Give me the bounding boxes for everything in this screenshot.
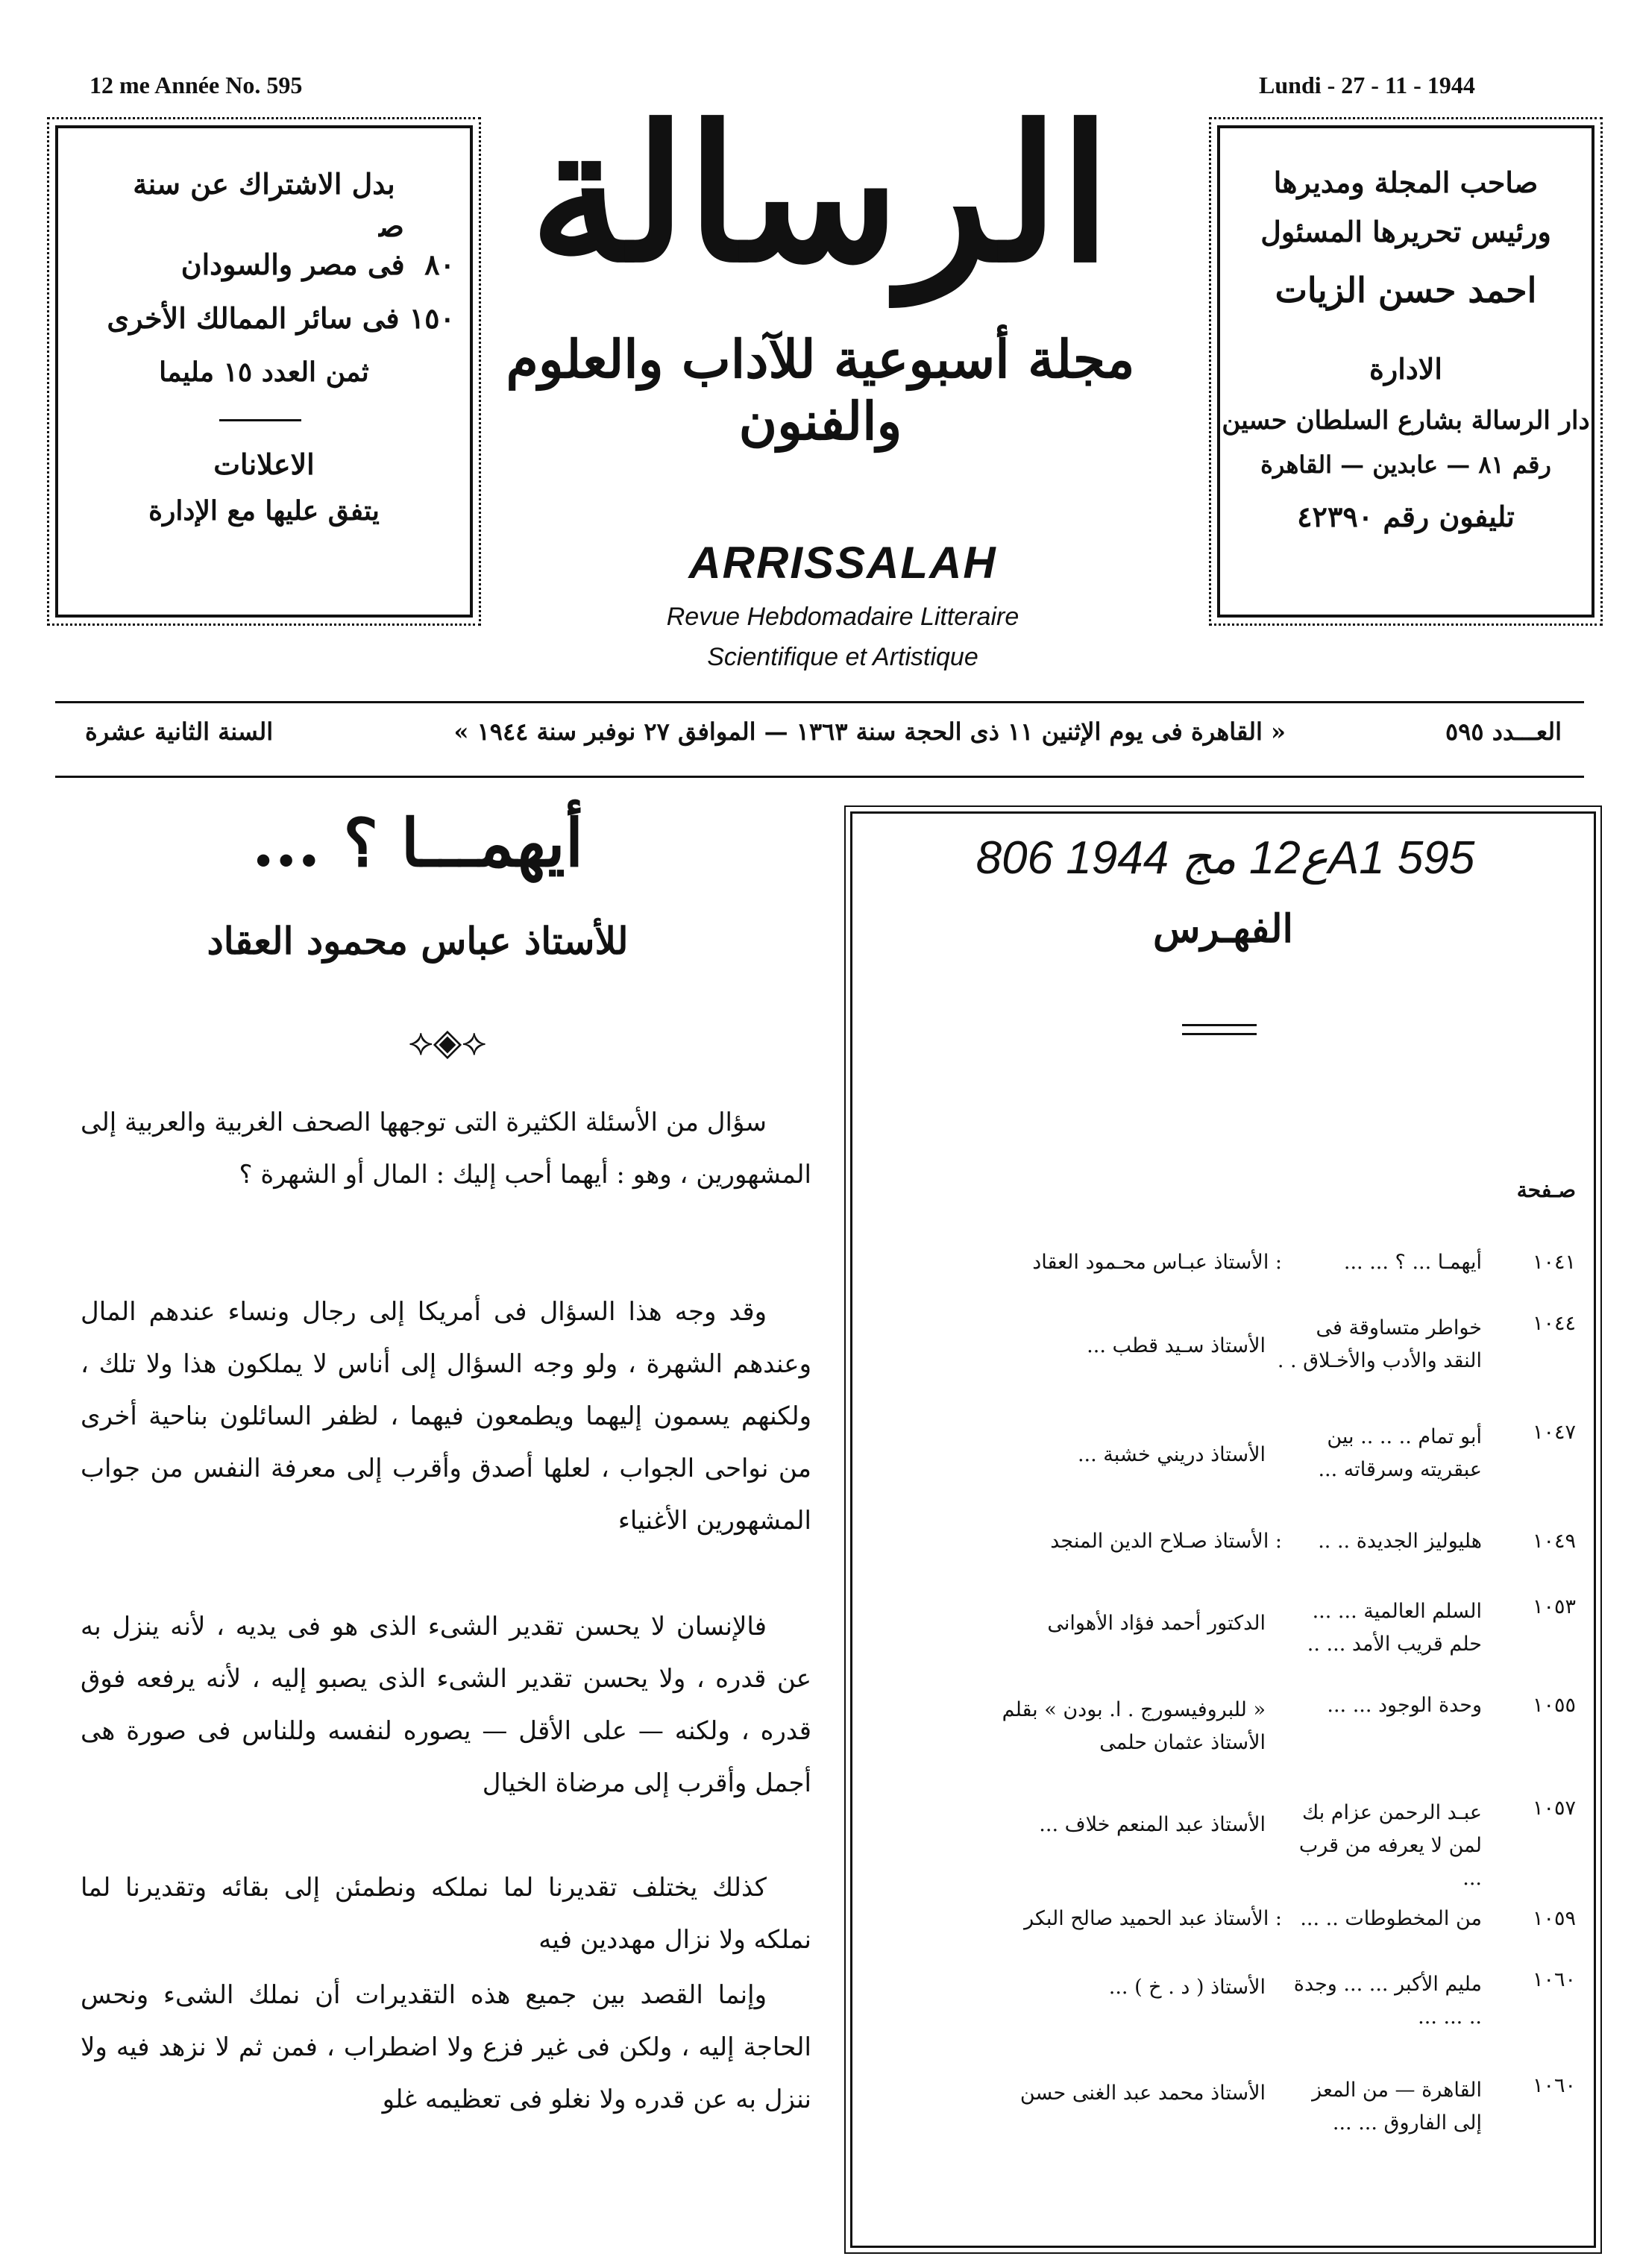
toc-entry[interactable] <box>852 1251 1594 1295</box>
address-line-1: دار الرسالة بشارع السلطان حسين <box>1222 406 1590 436</box>
dateline-year: السنة الثانية عشرة <box>85 717 274 746</box>
owner-line-1: صاحب المجلة ومديرها <box>1273 166 1539 199</box>
owner-line-2: ورئيس تحريرها المسئول <box>1260 215 1551 248</box>
toc-page-number: ١٠٥٩ <box>1532 1907 1576 1930</box>
toc-entry-author: الأستاذ سـيد قطب ... <box>1087 1334 1266 1357</box>
toc-entry-author: الأستاذ عبد المنعم خلاف ... <box>1039 1813 1266 1836</box>
latin-subtitle-2: Scientifique et Artistique <box>707 643 978 671</box>
toc-page-number: ١٠٤١ <box>1532 1251 1576 1274</box>
article-author: للأستاذ عباس محمود العقاد <box>207 919 629 963</box>
year-issue-label: 12 me Année No. 595 <box>89 72 303 98</box>
toc-page-number: ١٠٥٣ <box>1532 1595 1576 1618</box>
ads-title: الاعلانات <box>213 447 315 481</box>
toc-entry-author: : الأستاذ عبـاس محـمود العقاد <box>1032 1251 1282 1274</box>
toc-entry-title: عبـد الرحمن عزام بك لمن لا يعرفه من قرب ... <box>1298 1801 1482 1890</box>
article-paragraph-3: فالإنسان لا يحسن تقدير الشىء الذى هو فى يديه ، لأنه ينزل به عن قدره ، ولا يحسن تقدير الشىء الذى يصبو إليه ، لأنه يرفعه فوق قدره ، ولكنه — على الأقل — يصوره لنفسه وللناس فى صورة هى أجمل وأقرب إلى مرضاة الخيال <box>81 1612 811 1798</box>
ornament-icon: ⟡◈⟡ <box>408 1020 487 1064</box>
toc-page-number: ١٠٥٧ <box>1532 1797 1576 1820</box>
toc-entry[interactable] <box>852 1421 1594 1503</box>
price-row-abroad: ١٥٠ فى سائر الممالك الأخرى <box>107 301 455 335</box>
toc-entry-title: خواطر متساوقة فى النقد والأدب والأخـلاق . . <box>1277 1316 1482 1372</box>
dateline-date: « القاهرة فى يوم الإثنين ١١ ذى الحجة سنة ١٣٦٣ — الموافق ٢٧ نوفبر سنة ١٩٤٤ » <box>453 717 1286 746</box>
toc-entry-title: وحدة الوجود ... ... <box>1327 1694 1482 1717</box>
dateline-top-rule <box>55 701 1584 703</box>
toc-box <box>850 811 1596 2248</box>
article-paragraph-4: كذلك يختلف تقديرنا لما نملكه ونطمئن إلى بقائه وتقديرنا لما نملكه ولا نزال مهددين فيه <box>81 1873 811 1955</box>
ads-text: يتفق عليها مع الإدارة <box>148 495 380 527</box>
toc-ornament-rule-2 <box>1182 1033 1257 1035</box>
toc-page-number: ١٠٤٩ <box>1532 1530 1576 1553</box>
subscription-box <box>55 125 473 618</box>
article-paragraph-5: وإنما القصد بين جميع هذه التقديرات أن نملك الشىء ونحس الحاجة إليه ، ولكن فى غير فزع ولا اضطراب ، فمن ثم لا نزهد فيه ولا ننزل به عن قدره ولا نغلو فى تعظيمه غلو <box>81 1980 811 2114</box>
toc-entry-author: الأستاذ ( د . خ ) ... <box>1108 1976 1266 1999</box>
toc-entry-title: من المخطوطات .. ... <box>1300 1907 1482 1930</box>
toc-entry[interactable] <box>852 2074 1594 2156</box>
toc-entry[interactable] <box>852 1694 1594 1776</box>
toc-entry-title: هليوليز الجديدة .. .. <box>1318 1530 1482 1553</box>
date-latin-label: Lundi - 27 - 11 - 1944 <box>1259 72 1475 98</box>
dateline <box>55 717 1584 762</box>
toc-page-number: ١٠٦٠ <box>1532 2074 1576 2097</box>
box-divider <box>219 419 301 421</box>
masthead-subtitle: مجلة أسبوعية للآداب والعلوم والفنون <box>506 328 1135 452</box>
dateline-issue: العـــدد ٥٩٥ <box>1445 717 1562 746</box>
toc-ornament-rule-1 <box>1182 1024 1257 1026</box>
toc-page-number: ١٠٥٥ <box>1532 1694 1576 1717</box>
toc-entry-author: : الأستاذ عبد الحميد صالح البكر <box>1024 1907 1282 1930</box>
toc-entry[interactable] <box>852 1595 1594 1677</box>
toc-entry[interactable] <box>852 1968 1594 2050</box>
price-row-egypt: ٨٠ فى مصر والسودان <box>180 248 455 281</box>
toc-entry-title: أبو تمام .. .. .. بين عبقريته وسرقاته ... <box>1318 1425 1482 1481</box>
toc-entry[interactable] <box>852 1530 1594 1574</box>
masthead-title: الرسالة <box>530 84 1111 304</box>
article-paragraph-1: سؤال من الأسئلة الكثيرة التى توجهها الصحف الغربية والعربية إلى المشهورين ، وهو : أيهما أحب إليك : المال أو الشهرة ؟ <box>81 1108 811 1190</box>
dateline-bottom-rule <box>55 776 1584 778</box>
owner-box <box>1217 125 1594 618</box>
toc-entry[interactable] <box>852 1907 1594 1952</box>
toc-entry-author: الأستاذ محمد عبد الغنى حسن <box>1019 2082 1266 2105</box>
toc-entry-author: الدكتور أحمد فؤاد الأهوانى <box>1047 1612 1266 1635</box>
subscription-title: بدل الاشتراك عن سنة <box>133 167 395 201</box>
issue-price: ثمن العدد ١٥ مليما <box>159 356 369 388</box>
handwritten-note: A1 595ع12 مج 1944 806 <box>975 832 1475 884</box>
toc-entry-author: : الأستاذ صـلاح الدين المنجد <box>1050 1530 1282 1553</box>
admin-title: الادارة <box>1369 352 1442 386</box>
address-line-2: رقم ٨١ — عابدين — القاهرة <box>1260 450 1551 479</box>
toc-page-number: ١٠٤٤ <box>1532 1312 1576 1335</box>
latin-subtitle-1: Revue Hebdomadaire Litteraire <box>666 603 1019 631</box>
toc-page-number: ١٠٤٧ <box>1532 1421 1576 1444</box>
currency-unit: ﺻ <box>379 209 404 244</box>
toc-entry-title: أيهمـا ... ؟ ... ... <box>1343 1251 1482 1274</box>
toc-page-number: ١٠٦٠ <box>1532 1968 1576 1991</box>
toc-entry-author: الأستاذ دريني خشبة ... <box>1077 1443 1266 1466</box>
owner-name: احمد حسن الزيات <box>1275 270 1537 310</box>
article-paragraph-2: وقد وجه هذا السؤال فى أمريكا إلى رجال ونساء عندهم المال وعندهم الشهرة ، ولو وجه السؤال إلى أناس لا يملكون هذا ولا تلك ، ولكنهم يسمون إليهما ويطمعون فيهما ، لظفر السائلون بناحية أخرى من نواحى الجواب ، لعلها أصدق وأقرب إلى معرفة النفس من جواب المشهورين الأغنياء <box>81 1297 811 1536</box>
latin-name: ARRISSALAH <box>688 538 997 588</box>
toc-entry[interactable] <box>852 1312 1594 1394</box>
toc-page-label: صـفحة <box>1516 1178 1576 1202</box>
article-title: أيهمـــا ؟ ... <box>251 804 584 882</box>
toc-entry-author: « للبروفيسورج . ا. بودن » بقلم الأستاذ عثمان حلمى <box>1002 1698 1266 1754</box>
toc-entry[interactable] <box>852 1797 1594 1890</box>
toc-title: الفهـرس <box>1153 906 1293 952</box>
phone-line: تليفون رقم ٤٢٣٩٠ <box>1297 500 1515 533</box>
toc-entry-title: القاهرة — من المعز إلى الفاروق ... ... <box>1312 2079 1482 2135</box>
toc-entry-title: السلم العالمية ... ... حلم قريب الأمد ... .. <box>1307 1600 1482 1656</box>
toc-entry-title: مليم الأكبر ... ... وجدة .. ... ... <box>1293 1973 1482 2029</box>
